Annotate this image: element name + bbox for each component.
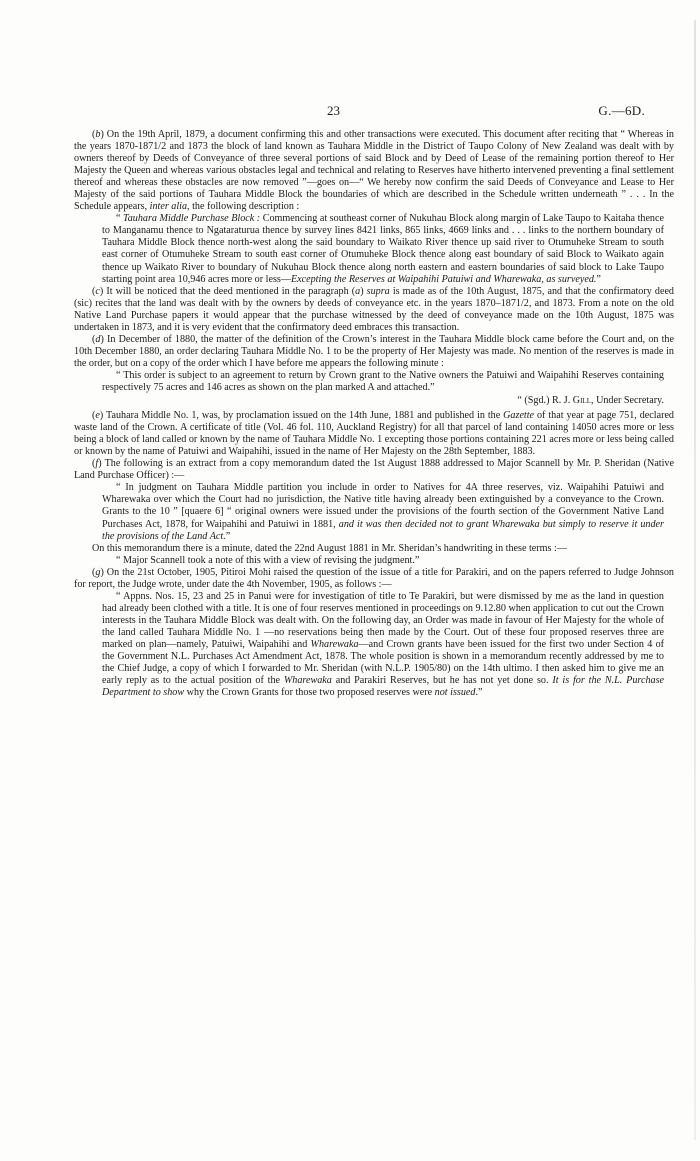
text-run: ) In December of 1880, the matter of the definition of the Crown’s interest in the Tauhara Middle block came before the Court and, on the 10th December 1880, an order declaring Tauhara Middle No. 1 to be the property of Her Majesty was made. No mention of the reserves is made in the order, but on a copy of the order which I have before me appears the following minute : xyxy=(74,333,674,369)
text-run: Tauhara Middle Purchase Block : xyxy=(123,213,261,225)
document-body xyxy=(74,129,674,699)
text-run: ( xyxy=(92,333,96,345)
text-run: ( xyxy=(92,129,96,140)
quoted-paragraph xyxy=(102,370,664,394)
text-run: and Parakiri Reserves, but he has not yet done so. xyxy=(331,675,553,687)
text-run: ( xyxy=(92,458,96,470)
text-run: supra xyxy=(366,285,390,297)
paragraph xyxy=(74,543,674,555)
text-run: “ xyxy=(116,213,124,225)
text-run: ) xyxy=(360,285,367,297)
text-run: inter alia xyxy=(149,201,188,213)
text-run: Wharewaka xyxy=(283,675,332,687)
text-run: Gill xyxy=(572,395,591,407)
text-run: Excepting the Reserves at Waipahihi Patuiwi and Wharewaka, as surveyed. xyxy=(290,273,597,285)
paragraph xyxy=(74,286,674,334)
text-run: Commencing at southeast corner of Nukuhau Block along margin of Lake Taupo to Kaitaha thence to Manganamu thence to Ngataraturua thence by survey lines 8421 links, 865 links, 4669 links and . . . links to the northern boundary of Tauhara Middle Block thence north-west along the said boundary to Waikato River thence up said river to Otumuheke Stream to south east corner of Otumuheke Stream to south east corner of Otumuheke Block thence along east boundary of said Block to Waikato again thence up Waikato River to boundary of Nukuhau Block thence along north eastern and eastern boundaries of said block to Lake Taupo starting point area 10,946 acres more or less— xyxy=(102,213,664,285)
paragraph xyxy=(74,567,674,591)
paragraph xyxy=(74,458,674,482)
text-run: is made as of the 10th August, 1875, and that the confirmatory deed (sic) recites that the land was dealt with by the owners by deeds of conveyance etc. in the years 1870–1871/2, and 1873. From a note on the old Native Land Purchase papers it would appear that the purchase witnessed by the deed of conveyance made on the 10th August, 1875 was undertaken in 1873, and it is very evident that the confirmatory deed embraces this transaction. xyxy=(74,285,674,333)
text-run: “ In judgment on Tauhara Middle partition you include in order to Natives for 4A three reserves, viz. Waipahihi Patuiwi and Wharewaka over which the Court had no jurisdiction, the Native title having already been extinguished by a conveyance to the Crown. Grants to the 10 ” [quaere 6] “ original owners were issued under the provisions of the fourth section of the Government Native Land Purchases Act, 1878, for Waipahihi and Patuiwi in 1881, xyxy=(102,482,664,530)
text-run: “ (Sgd.) R. J. xyxy=(517,395,573,407)
text-run: ) On the 19th April, 1879, a document confirming this and other transactions were executed. This document after reciting that “ Whereas in the years 1870-1871/2 and 1873 the block of land known as Tauhara Middle in the District of Taupo Colony of New Zealand was dealt with by owners thereof by Deeds of Conveyance of three several portions of said Block and by Deed of Lease of the remaining portion thereof to Her Majesty the Queen and whereas various obstacles legal and technical and relating to Reserves have hitherto intervened preventing a final settlement thereof and whereas these obstacles are now removed ”—goes on—“ We hereby now confirm the said Deeds of Conveyance and Lease to Her Majesty of the said portions of Tauhara Middle Block the boundaries of which are described in the Schedule written underneath ” . . . In the Schedule appears, xyxy=(74,129,674,213)
quoted-paragraph xyxy=(102,555,664,567)
text-run: f xyxy=(95,458,99,470)
text-run: a xyxy=(355,285,361,297)
text-run: “ Major Scannell took a note of this with a view of revising the judgment.” xyxy=(116,554,420,566)
quoted-paragraph xyxy=(102,482,664,542)
text-run: b xyxy=(95,129,101,140)
text-run: d xyxy=(95,333,101,345)
page-number: 23 xyxy=(327,103,340,118)
text-run: ) The following is an extract from a copy memorandum dated the 1st August 1888 addressed to Major Scannell by Mr. P. Sheridan (Native Land Purchase Officer) :— xyxy=(74,458,674,482)
text-run: ) It will be noticed that the deed mentioned in the paragraph ( xyxy=(99,285,356,297)
paragraph xyxy=(74,129,674,213)
paragraph xyxy=(74,334,674,370)
paragraph xyxy=(74,410,674,458)
text-run: , Under Secretary. xyxy=(591,395,664,407)
text-run: ( xyxy=(92,285,96,297)
text-run: and it was then decided not to grant Wharewaka but simply to reserve it under the provisions of the Land Act. xyxy=(102,518,664,542)
signature-line xyxy=(74,395,674,407)
text-run: It is for the N.L. Purchase Department to show xyxy=(102,675,665,699)
text-run: On this memorandum there is a minute, dated the 22nd August 1881 in Mr. Sheridan’s handwriting in these terms :— xyxy=(92,542,567,554)
text-run: ) Tauhara Middle No. 1, was, by proclamation issued on the 14th June, 1881 and published in the xyxy=(99,410,504,422)
quoted-paragraph xyxy=(102,591,664,699)
text-run: “ This order is subject to an agreement to return by Crown grant to the Native owners the Patuiwi and Waipahihi Reserves containing respectively 75 acres and 146 acres as shown on the plan marked A and attached.” xyxy=(102,369,664,393)
text-run: .” xyxy=(475,687,483,699)
page-edge-shadow xyxy=(694,20,696,1140)
document-reference: G.—6D. xyxy=(598,103,645,118)
text-run: c xyxy=(95,285,100,297)
text-run: —and Crown grants have been issued for the first two under Section 4 of the Government N.L. Purchases Act Amendment Act, 1878. The whole position is shown in a memorandum recently addressed by me to the Chief Judge, a copy of which I forwarded to Mr. Sheridan (with N.L.P. 1905/80) on the 14th ultimo. I then asked him to give me an early reply as to the actual position of the xyxy=(102,638,664,687)
page-header xyxy=(0,103,700,123)
text-run: ( xyxy=(92,566,96,578)
text-run: of that year at page 751, declared waste land of the Crown. A certificate of title (Vol. 46 fol. 110, Auckland Registry) for all that parcel of land containing 14050 acres more or less being a block of land called or known by the name of Tauhara Middle No. 1 excepting those portions containing 221 acres more or less being called or known by the name of Patuiwi and Waipahihi, issued in the name of Her Majesty on the 28th September, 1883. xyxy=(74,410,674,458)
text-run: g xyxy=(95,566,101,578)
text-run: Gazette xyxy=(503,410,535,422)
quoted-paragraph xyxy=(102,213,664,285)
text-run: ” xyxy=(596,273,601,285)
text-run: why the Crown Grants for those two proposed reserves were xyxy=(184,687,435,699)
text-run: ( xyxy=(92,410,96,422)
text-run: ” xyxy=(225,530,231,542)
text-run: not issued xyxy=(434,687,476,699)
text-run: “ Appns. Nos. 15, 23 and 25 in Panui were for investigation of title to Te Parakiri, but were dismissed by me as the land in question had already been clothed with a title. It is one of four reserves mentioned in proceedings on 9.12.80 when application to cut out the Crown interests in the Tauhara Middle Block was dealt with. On the following day, an Order was made in favour of Her Majesty for the whole of the land called Tauhara Middle No. 1 —no reservations being then made by the Court. Out of these four proposed reserves three are marked on plan—namely, Patuiwi, Waipahihi and xyxy=(102,590,664,650)
text-run: , the following description : xyxy=(187,201,300,213)
text-run: Wharewaka xyxy=(310,638,359,650)
text-run: e xyxy=(95,410,100,422)
text-run: ) On the 21st October, 1905, Pitiroi Mohi raised the question of the issue of a title for Parakiri, and on the papers referred to Judge Johnson for report, the Judge wrote, under date the 4th November, 1905, as follows :— xyxy=(74,566,674,590)
